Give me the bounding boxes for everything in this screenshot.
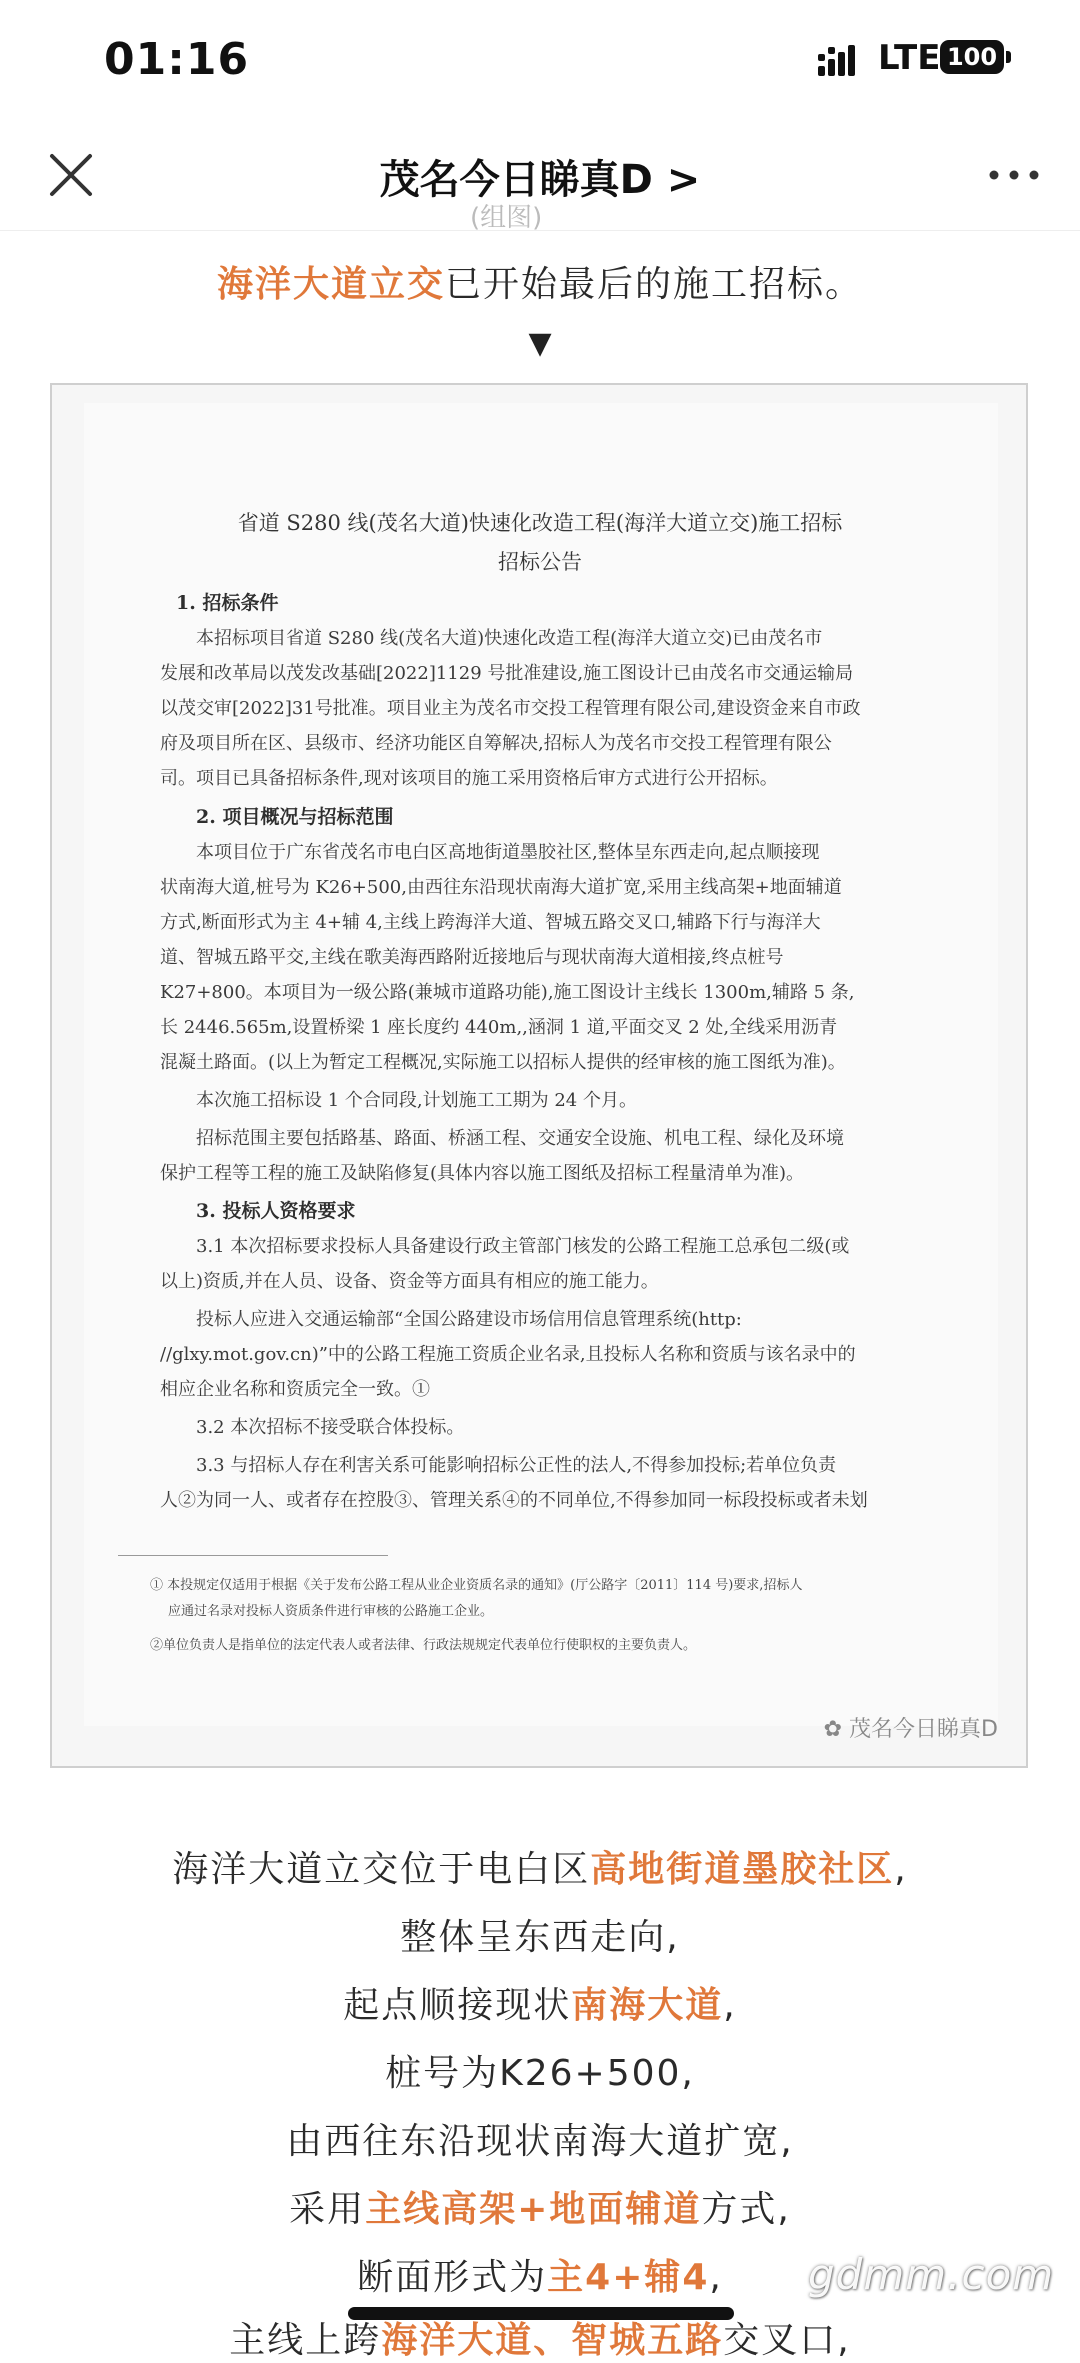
doc-line: 人②为同一人、或者存在控股③、管理关系④的不同单位,不得参加同一标段投标或者未划 bbox=[160, 1490, 868, 1511]
line-text: 交叉口, bbox=[723, 2320, 851, 2361]
network-type: LTE bbox=[878, 38, 941, 78]
doc-line: 3.3 与招标人存在利害关系可能影响招标公正性的法人,不得参加投标;若单位负责 bbox=[196, 1455, 837, 1476]
signal-icon bbox=[818, 44, 864, 76]
doc-subtitle: 招标公告 bbox=[498, 550, 582, 574]
line-text: 由西往东沿现状南海大道扩宽, bbox=[286, 2121, 794, 2162]
doc-line: 3.1 本次招标要求投标人具备建设行政主管部门核发的公路工程施工总承包二级(或 bbox=[196, 1236, 850, 1257]
doc-line: 府及项目所在区、县级市、经济功能区自筹解决,招标人为茂名市交投工程管理有限公 bbox=[160, 733, 832, 754]
line-text: , bbox=[709, 2257, 723, 2298]
line-text: , bbox=[723, 1985, 737, 2026]
doc-line: 3.2 本次招标不接受联合体投标。 bbox=[196, 1417, 465, 1438]
line-text: 断面形式为 bbox=[357, 2257, 548, 2298]
line-text: 主线上跨 bbox=[229, 2320, 382, 2361]
status-time: 01:16 bbox=[104, 34, 250, 85]
doc-heading-1: 1. 招标条件 bbox=[176, 592, 279, 614]
line-text: 采用 bbox=[289, 2189, 366, 2230]
account-title-link[interactable]: 茂名今日睇真D > bbox=[379, 157, 701, 203]
line-highlight: 主线高架+地面辅道 bbox=[365, 2189, 702, 2230]
doc-line: 司。项目已具备招标条件,现对该项目的施工采用资格后审方式进行公开招标。 bbox=[160, 768, 778, 789]
intro-line bbox=[0, 256, 1080, 307]
doc-line: 相应企业名称和资质完全一致。① bbox=[160, 1379, 430, 1400]
line-highlight: 主4+辅4 bbox=[547, 2257, 710, 2298]
doc-footnote: 应通过名录对投标人资质条件进行审核的公路施工企业。 bbox=[168, 1604, 494, 1619]
doc-line: 混凝土路面。(以上为暂定工程概况,实际施工以招标人提供的经审核的施工图纸为准)。 bbox=[160, 1052, 846, 1073]
document-watermark bbox=[824, 1712, 998, 1743]
battery-tip bbox=[1006, 51, 1011, 63]
more-icon[interactable] bbox=[984, 150, 1044, 200]
article-line bbox=[0, 2113, 1080, 2164]
line-highlight: 高地街道墨胶社区 bbox=[590, 1849, 895, 1890]
status-bar bbox=[0, 0, 1080, 120]
site-watermark: gdmm.com bbox=[808, 2250, 1055, 2299]
home-indicator[interactable] bbox=[348, 2307, 734, 2320]
doc-line: 投标人应进入交通运输部“全国公路建设市场信用信息管理系统(http: bbox=[196, 1309, 742, 1330]
line-text: , bbox=[894, 1849, 908, 1890]
article-line bbox=[0, 2045, 1080, 2096]
doc-line: 长 2446.565m,设置桥梁 1 座长度约 440m,,涵洞 1 道,平面交叉 2 处,全线采用沥青 bbox=[160, 1017, 838, 1038]
previous-text-peek: (组图) bbox=[470, 203, 543, 233]
line-text: 起点顺接现状 bbox=[343, 1985, 572, 2026]
article-line bbox=[0, 1977, 1080, 2028]
article-line bbox=[0, 1909, 1080, 1960]
line-text: 海洋大道立交位于电白区 bbox=[172, 1849, 591, 1890]
doc-heading-2: 2. 项目概况与招标范围 bbox=[196, 806, 394, 828]
doc-line: 道、智城五路平交,主线在歌美海西路附近接地后与现状南海大道相接,终点桩号 bbox=[160, 947, 784, 968]
doc-line: 本项目位于广东省茂名市电白区高地街道墨胶社区,整体呈东西走向,起点顺接现 bbox=[196, 842, 820, 863]
doc-line: //glxy.mot.gov.cn)”中的公路工程施工资质企业名录,且投标人名称和资质与该名录中的 bbox=[160, 1344, 856, 1365]
doc-line: 本招标项目省道 S280 线(茂名大道)快速化改造工程(海洋大道立交)已由茂名市 bbox=[196, 628, 823, 649]
doc-line: 发展和改革局以茂发改基础[2022]1129 号批准建设,施工图设计已由茂名市交通运输局 bbox=[160, 663, 854, 684]
doc-line: 保护工程等工程的施工及缺陷修复(具体内容以施工图纸及招标工程量清单为准)。 bbox=[160, 1163, 805, 1184]
article-line bbox=[0, 1841, 1080, 1892]
doc-line: 本次施工招标设 1 个合同段,计划施工工期为 24 个月。 bbox=[196, 1090, 637, 1111]
doc-line: 状南海大道,桩号为 K26+500,由西往东沿现状南海大道扩宽,采用主线高架+地面辅道 bbox=[160, 877, 842, 898]
doc-title: 省道 S280 线(茂名大道)快速化改造工程(海洋大道立交)施工招标 bbox=[237, 511, 843, 535]
intro-text: 已开始最后的施工招标。 bbox=[445, 264, 864, 305]
article-line bbox=[0, 2181, 1080, 2232]
line-text: 整体呈东西走向, bbox=[400, 1917, 680, 1958]
battery-icon: 100 bbox=[940, 40, 1004, 74]
doc-footnote: ① 本投规定仅适用于根据《关于发布公路工程从业企业资质名录的通知》(厅公路字〔2011〕114 号)要求,招标人 bbox=[150, 1578, 803, 1593]
doc-line: 方式,断面形式为主 4+辅 4,主线上跨海洋大道、智城五路交叉口,辅路下行与海洋大 bbox=[160, 912, 821, 933]
line-text: 桩号为K26+500, bbox=[385, 2053, 695, 2094]
intro-highlight: 海洋大道立交 bbox=[216, 264, 445, 305]
doc-heading-3: 3. 投标人资格要求 bbox=[196, 1200, 356, 1222]
down-arrow-icon: ▼ bbox=[528, 326, 552, 361]
doc-line: 以茂交审[2022]31号批准。项目业主为茂名市交投工程管理有限公司,建设资金来自市政 bbox=[160, 698, 861, 719]
line-text: 方式, bbox=[701, 2189, 791, 2230]
doc-footnote: ②单位负责人是指单位的法定代表人或者法律、行政法规规定代表单位行使职权的主要负责人。 bbox=[150, 1638, 697, 1653]
line-highlight: 海洋大道、智城五路 bbox=[381, 2320, 724, 2361]
wechat-icon: ✿ bbox=[823, 1717, 850, 1742]
doc-line: 以上)资质,并在人员、设备、资金等方面具有相应的施工能力。 bbox=[160, 1271, 659, 1292]
footnote-divider bbox=[118, 1555, 388, 1556]
document-watermark-text: 茂名今日睇真D bbox=[849, 1717, 998, 1742]
doc-line: K27+800。本项目为一级公路(兼城市道路功能),施工图设计主线长 1300m,辅路 5 条, bbox=[160, 982, 855, 1003]
doc-line: 招标范围主要包括路基、路面、桥涵工程、交通安全设施、机电工程、绿化及环境 bbox=[196, 1128, 844, 1149]
line-highlight: 南海大道 bbox=[571, 1985, 724, 2026]
